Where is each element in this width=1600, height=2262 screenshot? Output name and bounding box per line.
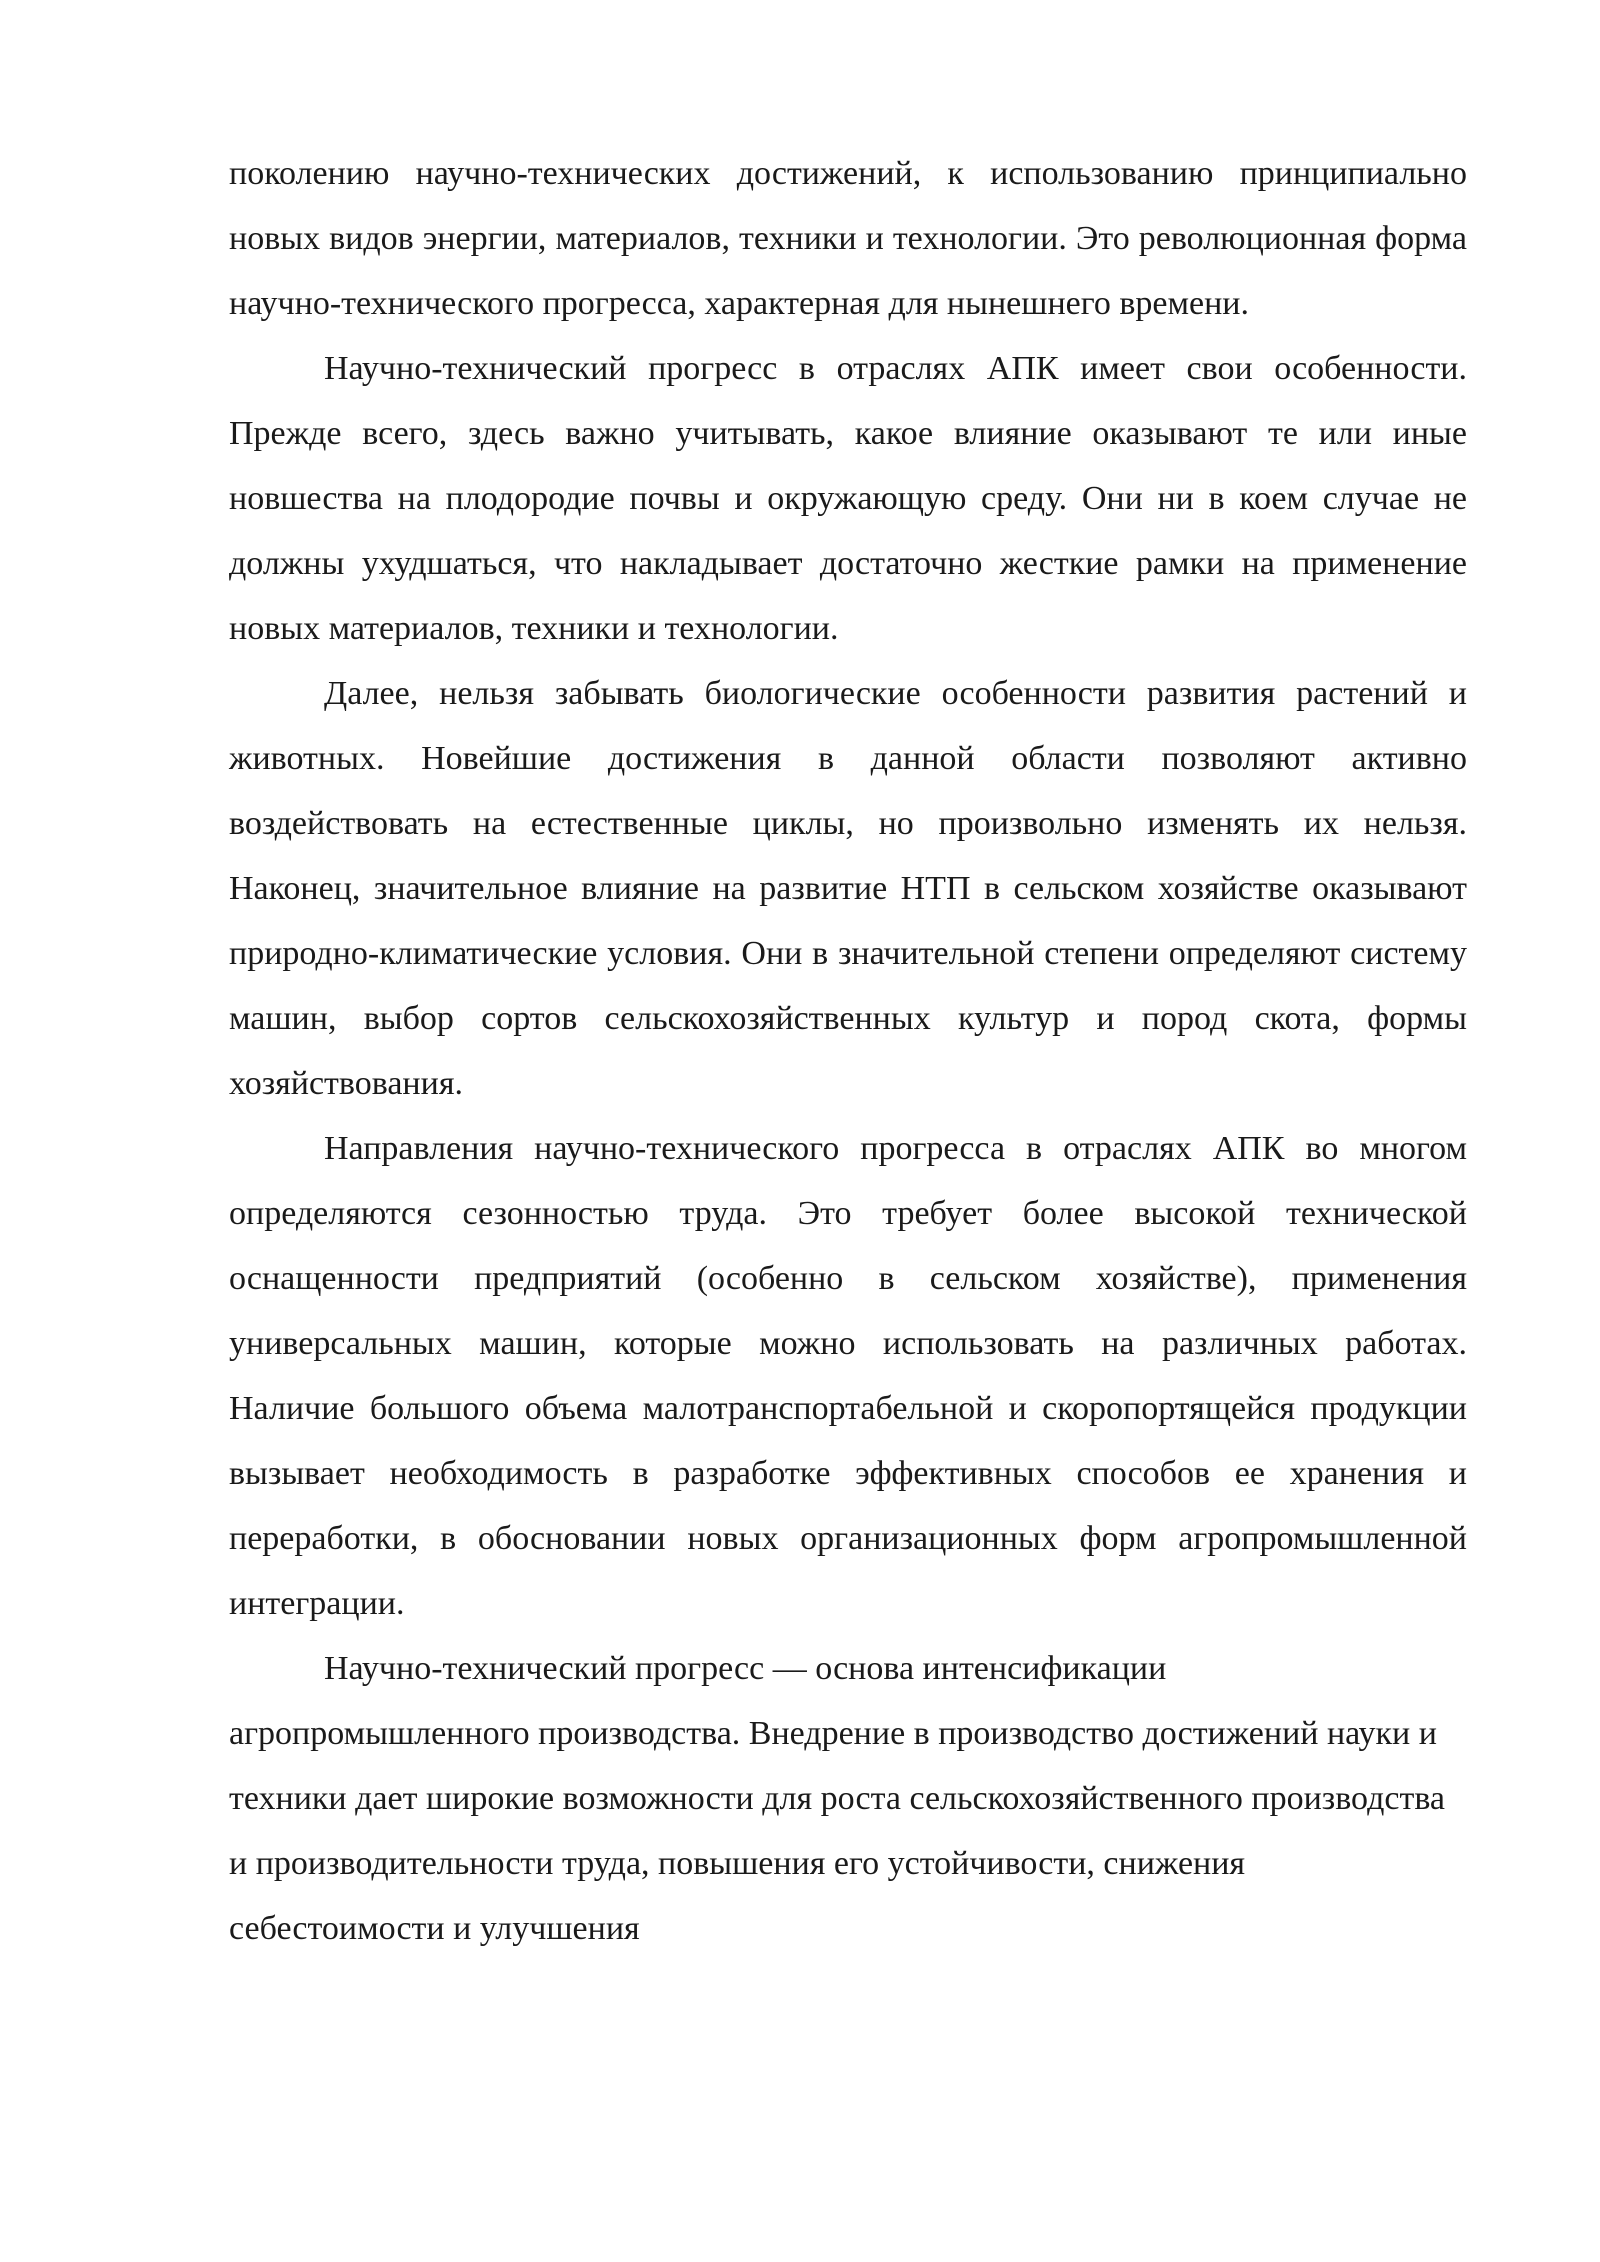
body-text	[229, 141, 1467, 1961]
paragraph-biological-features: Далее, нельзя забывать биологические особенности развития растений и животных. Новейшие достижения в данной области позволяют активно воздействовать на естественные циклы, но произвольно изменять их нельзя. Наконец, значительное влияние на развитие НТП в сельском хозяйстве оказывают природно-климатические условия. Они в значительной степени определяют систему машин, выбор сортов сельскохозяйственных культур и пород скота, формы хозяйствования.	[229, 675, 1467, 1102]
paragraph-continuation: поколению научно-технических достижений, к использованию принципиально новых видов энергии, материалов, техники и технологии. Это революционная форма научно-технического прогресса, характерная для нынешнего времени.	[229, 155, 1467, 322]
paragraph-seasonality: Направления научно-технического прогресса в отраслях АПК во многом определяются сезонностью труда. Это требует более высокой технической оснащенности предприятий (особенно в сельском хозяйстве), применения универсальных машин, которые можно использовать на различных работах. Наличие большого объема малотранспортабельной и скоропортящейся продукции вызывает необходимость в разработке эффективных способов ее хранения и переработки, в обосновании новых организационных форм агропромышленной интеграции.	[229, 1130, 1467, 1622]
paragraph-intensification: Научно-технический прогресс — основа интенсификации агропромышленного производства. Внедрение в производство достижений науки и техники дает широкие возможности для роста сельскохозяйственного производства и производительности труда, повышения его устойчивости, снижения себестоимости и улучшения	[229, 1650, 1446, 1947]
paragraph-apk-features: Научно-технический прогресс в отраслях АПК имеет свои особенности. Прежде всего, здесь важно учитывать, какое влияние оказывают те или иные новшества на плодородие почвы и окружающую среду. Они ни в коем случае не должны ухудшаться, что накладывает достаточно жесткие рамки на применение новых материалов, техники и технологии.	[229, 350, 1467, 647]
